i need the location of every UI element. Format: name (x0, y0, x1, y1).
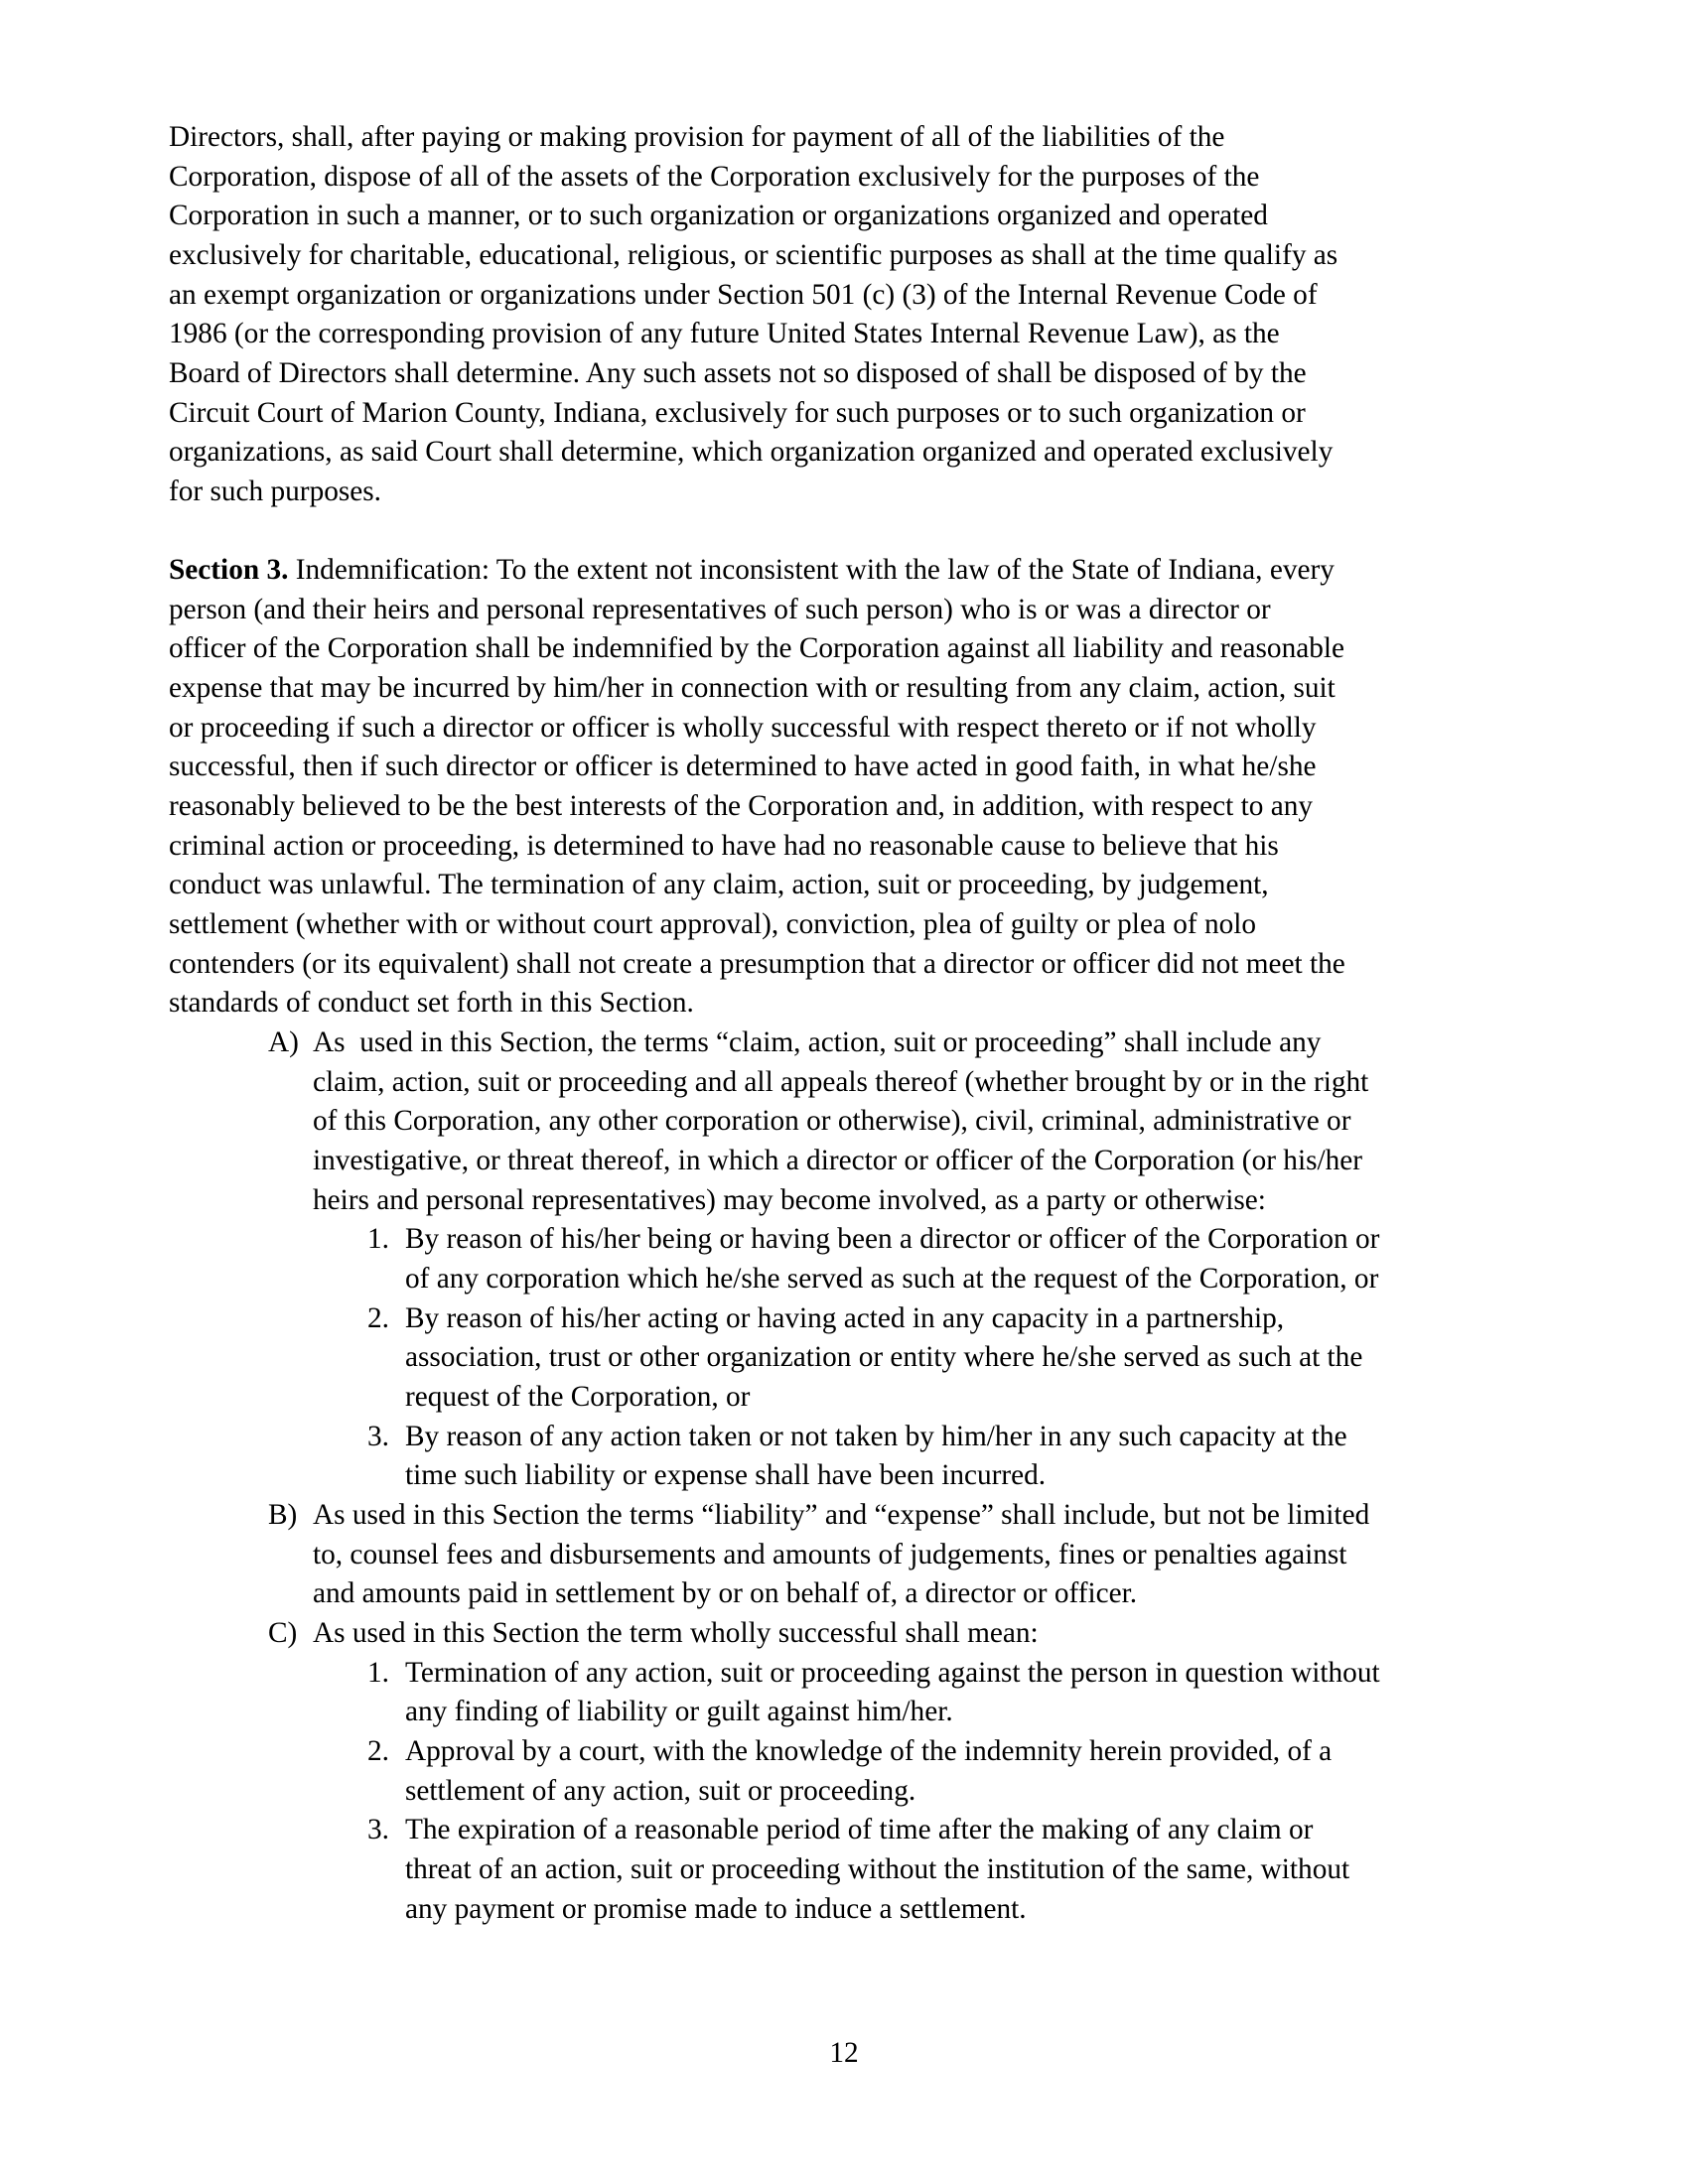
text-line: of any corporation which he/she served as such at the request of the Corporation, or (405, 1263, 1379, 1295)
text-line: to, counsel fees and disbursements and amounts of judgements, fines or penalties against (313, 1539, 1347, 1570)
page-number: 12 (829, 2037, 859, 2069)
list-marker: 2. (367, 1735, 389, 1767)
text-line: exclusively for charitable, educational, religious, or scientific purposes as shall at the time qualify as (169, 239, 1338, 271)
list-marker: C) (268, 1617, 298, 1649)
list-marker: 1. (367, 1657, 389, 1689)
text-line: and amounts paid in settlement by or on behalf of, a director or officer. (313, 1577, 1138, 1609)
text-line: contenders (or its equivalent) shall not create a presumption that a director or officer did not meet the (169, 948, 1345, 980)
text-line: reasonably believed to be the best interests of the Corporation and, in addition, with respect to any (169, 790, 1314, 822)
text-line: conduct was unlawful. The termination of any claim, action, suit or proceeding, by judgement, (169, 869, 1269, 900)
text-line: As used in this Section the term wholly successful shall mean: (313, 1617, 1039, 1649)
text-line: officer of the Corporation shall be indemnified by the Corporation against all liability and reasonable (169, 632, 1345, 664)
text-line: Corporation, dispose of all of the assets of the Corporation exclusively for the purposes of the (169, 161, 1260, 193)
text-line: By reason of his/her being or having been a director or officer of the Corporation or (405, 1223, 1380, 1255)
text-line: person (and their heirs and personal representatives of such person) who is or was a director or (169, 594, 1271, 625)
text-line: an exempt organization or organizations under Section 501 (c) (3) of the Internal Revenue Code of (169, 279, 1318, 311)
text-line: any payment or promise made to induce a settlement. (405, 1893, 1027, 1925)
list-marker: 2. (367, 1302, 389, 1334)
text-line: standards of conduct set forth in this Section. (169, 987, 694, 1019)
text-line: Termination of any action, suit or proceeding against the person in question without (405, 1657, 1380, 1689)
list-marker: B) (268, 1499, 298, 1531)
text-line: settlement of any action, suit or proceeding. (405, 1775, 916, 1807)
text-line: By reason of his/her acting or having acted in any capacity in a partnership, (405, 1302, 1285, 1334)
text-line: Circuit Court of Marion County, Indiana, exclusively for such purposes or to such organization or (169, 397, 1306, 429)
text-line: request of the Corporation, or (405, 1381, 751, 1413)
text-line: Board of Directors shall determine. Any such assets not so disposed of shall be disposed of by the (169, 357, 1307, 389)
text-line: time such liability or expense shall have been incurred. (405, 1459, 1047, 1491)
text-line: association, trust or other organization or entity where he/she served as such at the (405, 1341, 1363, 1373)
text-line: organizations, as said Court shall determine, which organization organized and operated exclusively (169, 436, 1334, 468)
text-line: As used in this Section, the terms “claim, action, suit or proceeding” shall include any (313, 1026, 1322, 1058)
text-line: By reason of any action taken or not taken by him/her in any such capacity at the (405, 1421, 1347, 1452)
text-line: 1986 (or the corresponding provision of any future United States Internal Revenue Law), as the (169, 318, 1280, 349)
text-line (169, 550, 1335, 590)
text-line: As used in this Section the terms “liability” and “expense” shall include, but not be limited (313, 1499, 1370, 1531)
section-intro-text: Indemnification: To the extent not inconsistent with the law of the State of Indiana, every (288, 554, 1335, 586)
text-line: or proceeding if such a director or officer is wholly successful with respect thereto or if not wholly (169, 712, 1317, 744)
text-line: criminal action or proceeding, is determined to have had no reasonable cause to believe that his (169, 830, 1279, 862)
text-line: successful, then if such director or officer is determined to have acted in good faith, in what he/she (169, 751, 1317, 782)
text-line: Approval by a court, with the knowledge of the indemnity herein provided, of a (405, 1735, 1333, 1767)
text-line: expense that may be incurred by him/her in connection with or resulting from any claim, action, suit (169, 672, 1336, 704)
text-line: investigative, or threat thereof, in which a director or officer of the Corporation (or his/her (313, 1145, 1363, 1176)
text-line: Directors, shall, after paying or making provision for payment of all of the liabilities of the (169, 121, 1225, 153)
list-marker: 3. (367, 1421, 389, 1452)
list-marker: 3. (367, 1814, 389, 1845)
list-marker: 1. (367, 1223, 389, 1255)
list-marker: A) (268, 1026, 299, 1058)
section-heading: Section 3. (169, 554, 289, 586)
text-line: heirs and personal representatives) may become involved, as a party or otherwise: (313, 1184, 1266, 1216)
text-line: Corporation in such a manner, or to such organization or organizations organized and operated (169, 200, 1268, 231)
text-line: any finding of liability or guilt against him/her. (405, 1696, 953, 1727)
text-line: of this Corporation, any other corporation or otherwise), civil, criminal, administrative or (313, 1105, 1351, 1137)
text-line: for such purposes. (169, 476, 381, 507)
text-line: threat of an action, suit or proceeding without the institution of the same, without (405, 1853, 1350, 1885)
text-line: The expiration of a reasonable period of time after the making of any claim or (405, 1814, 1314, 1845)
text-line: claim, action, suit or proceeding and all appeals thereof (whether brought by or in the right (313, 1066, 1369, 1098)
text-line: settlement (whether with or without court approval), conviction, plea of guilty or plea of nolo (169, 908, 1257, 940)
